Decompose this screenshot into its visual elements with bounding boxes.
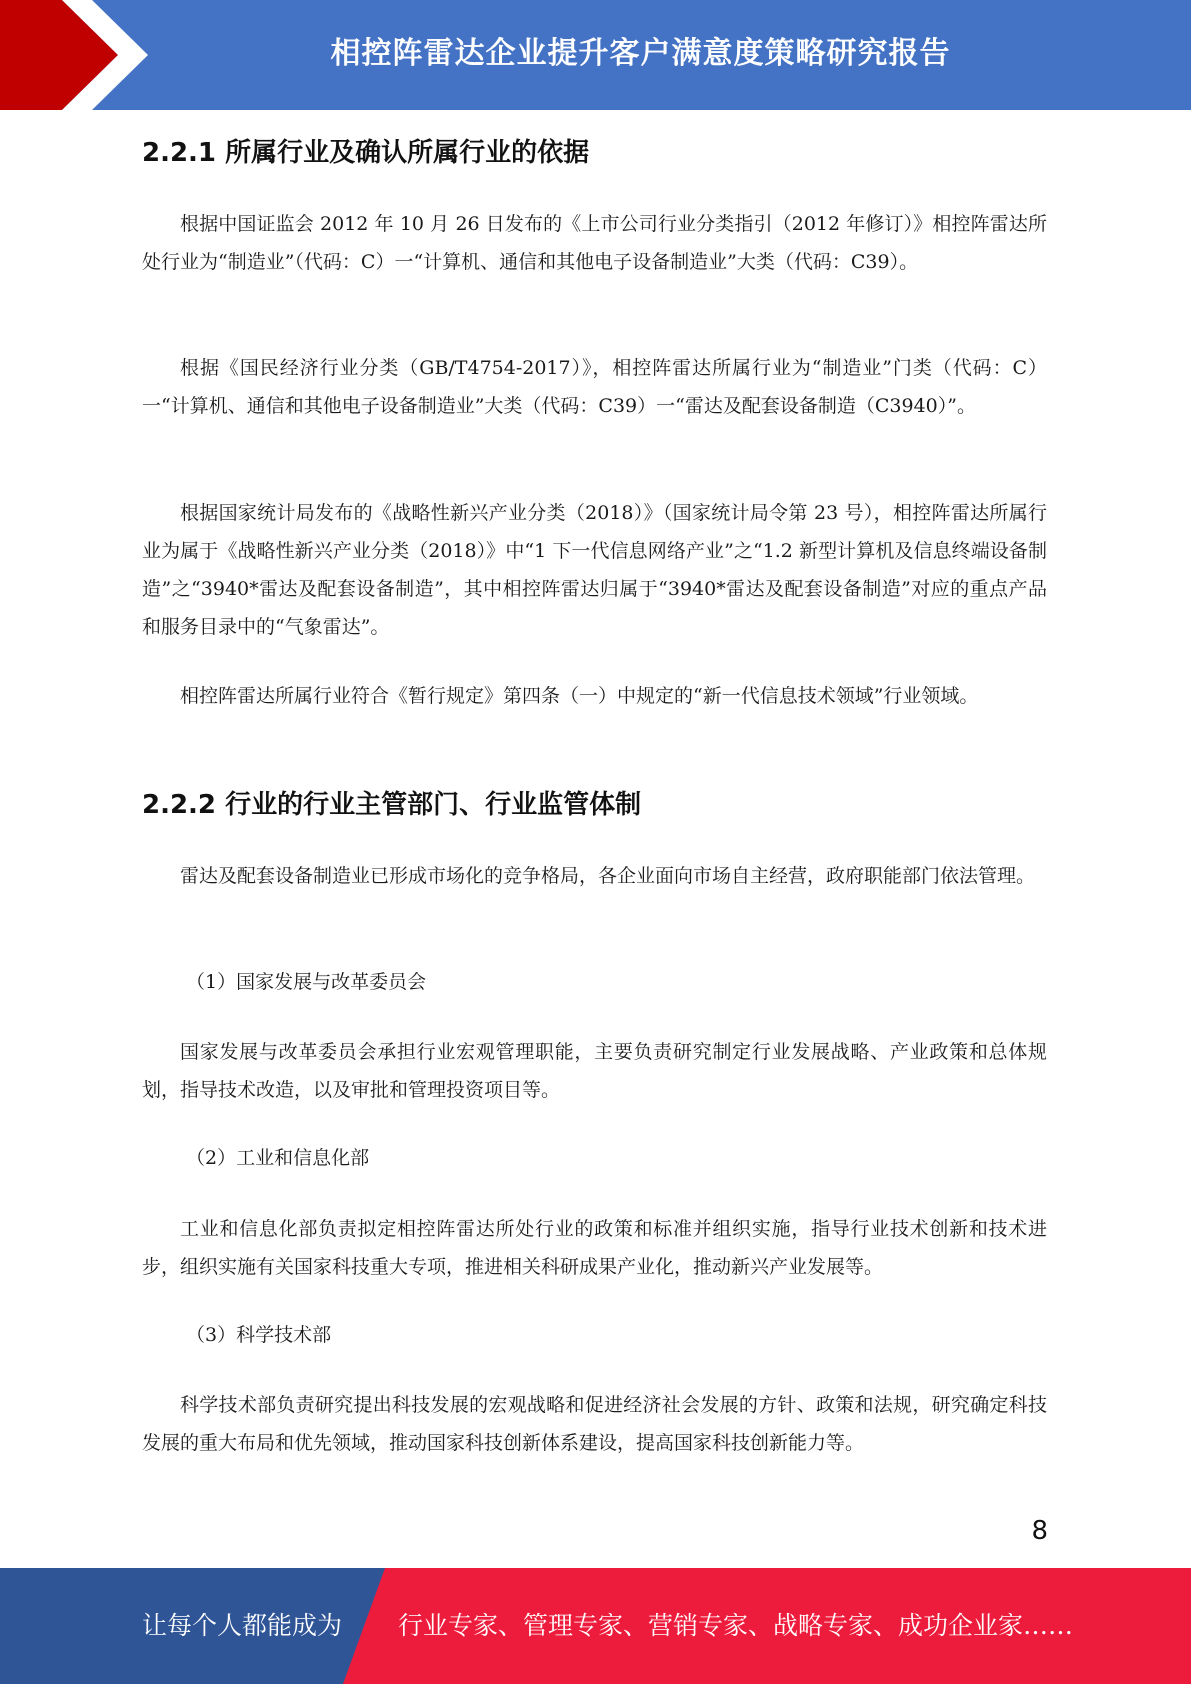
page-number: 8 xyxy=(1031,1516,1048,1546)
paragraph: 国家发展与改革委员会承担行业宏观管理职能，主要负责研究制定行业发展战略、产业政策和总体规划，指导技术改造，以及审批和管理投资项目等。 xyxy=(142,1041,1047,1101)
section-heading-2-2-1: 2.2.1 所属行业及确认所属行业的依据 xyxy=(142,138,590,168)
paragraph: 根据《国民经济行业分类（GB/T4754-2017）》，相控阵雷达所属行业为“制造业”门类（代码：C）一“计算机、通信和其他电子设备制造业”大类（代码：C39）一“雷达及配套设备制造（C3940）”。 xyxy=(142,357,1047,417)
paragraph: 科学技术部负责研究提出科技发展的宏观战略和促进经济社会发展的方针、政策和法规，研究确定科技发展的重大布局和优先领域，推动国家科技创新体系建设，提高国家科技创新能力等。 xyxy=(142,1394,1047,1454)
paragraph: 工业和信息化部负责拟定相控阵雷达所处行业的政策和标准并组织实施，指导行业技术创新和技术进步，组织实施有关国家科技重大专项，推进相关科研成果产业化，推动新兴产业发展等。 xyxy=(142,1218,1047,1278)
report-title: 相控阵雷达企业提升客户满意度策略研究报告 xyxy=(330,36,951,71)
section-heading-2-2-2: 2.2.2 行业的行业主管部门、行业监管体制 xyxy=(142,790,642,820)
footer-slogan-left: 让每个人都能成为 xyxy=(142,1611,343,1640)
paragraph: 根据国家统计局发布的《战略性新兴产业分类（2018）》（国家统计局令第 23 号），相控阵雷达所属行业为属于《战略性新兴产业分类（2018）》中“1 下一代信息网络产业”之“1.2 新型计算机及信息终端设备制造”之“3940*雷达及配套设备制造”，其中相控阵雷达归属于“3940*雷达及配套设备制造”对应的重点产品和服务目录中的“气象雷达”。 xyxy=(142,502,1047,638)
paragraph: 相控阵雷达所属行业符合《暂行规定》第四条（一）中规定的“新一代信息技术领域”行业领域。 xyxy=(180,685,979,707)
paragraph: 根据中国证监会 2012 年 10 月 26 日发布的《上市公司行业分类指引（2012 年修订）》相控阵雷达所处行业为“制造业”（代码：C）一“计算机、通信和其他电子设备制造业”大类（代码：C39）。 xyxy=(142,213,1047,273)
footer-band xyxy=(0,1568,1191,1684)
footer-slogan-right: 行业专家、管理专家、营销专家、战略专家、成功企业家…… xyxy=(398,1611,1074,1640)
list-item-heading: （3）科学技术部 xyxy=(186,1324,332,1346)
list-item-heading: （1）国家发展与改革委员会 xyxy=(186,971,427,993)
paragraph: 雷达及配套设备制造业已形成市场化的竞争格局，各企业面向市场自主经营，政府职能部门依法管理。 xyxy=(180,865,1036,887)
header-band xyxy=(0,0,1191,110)
list-item-heading: （2）工业和信息化部 xyxy=(186,1147,370,1169)
